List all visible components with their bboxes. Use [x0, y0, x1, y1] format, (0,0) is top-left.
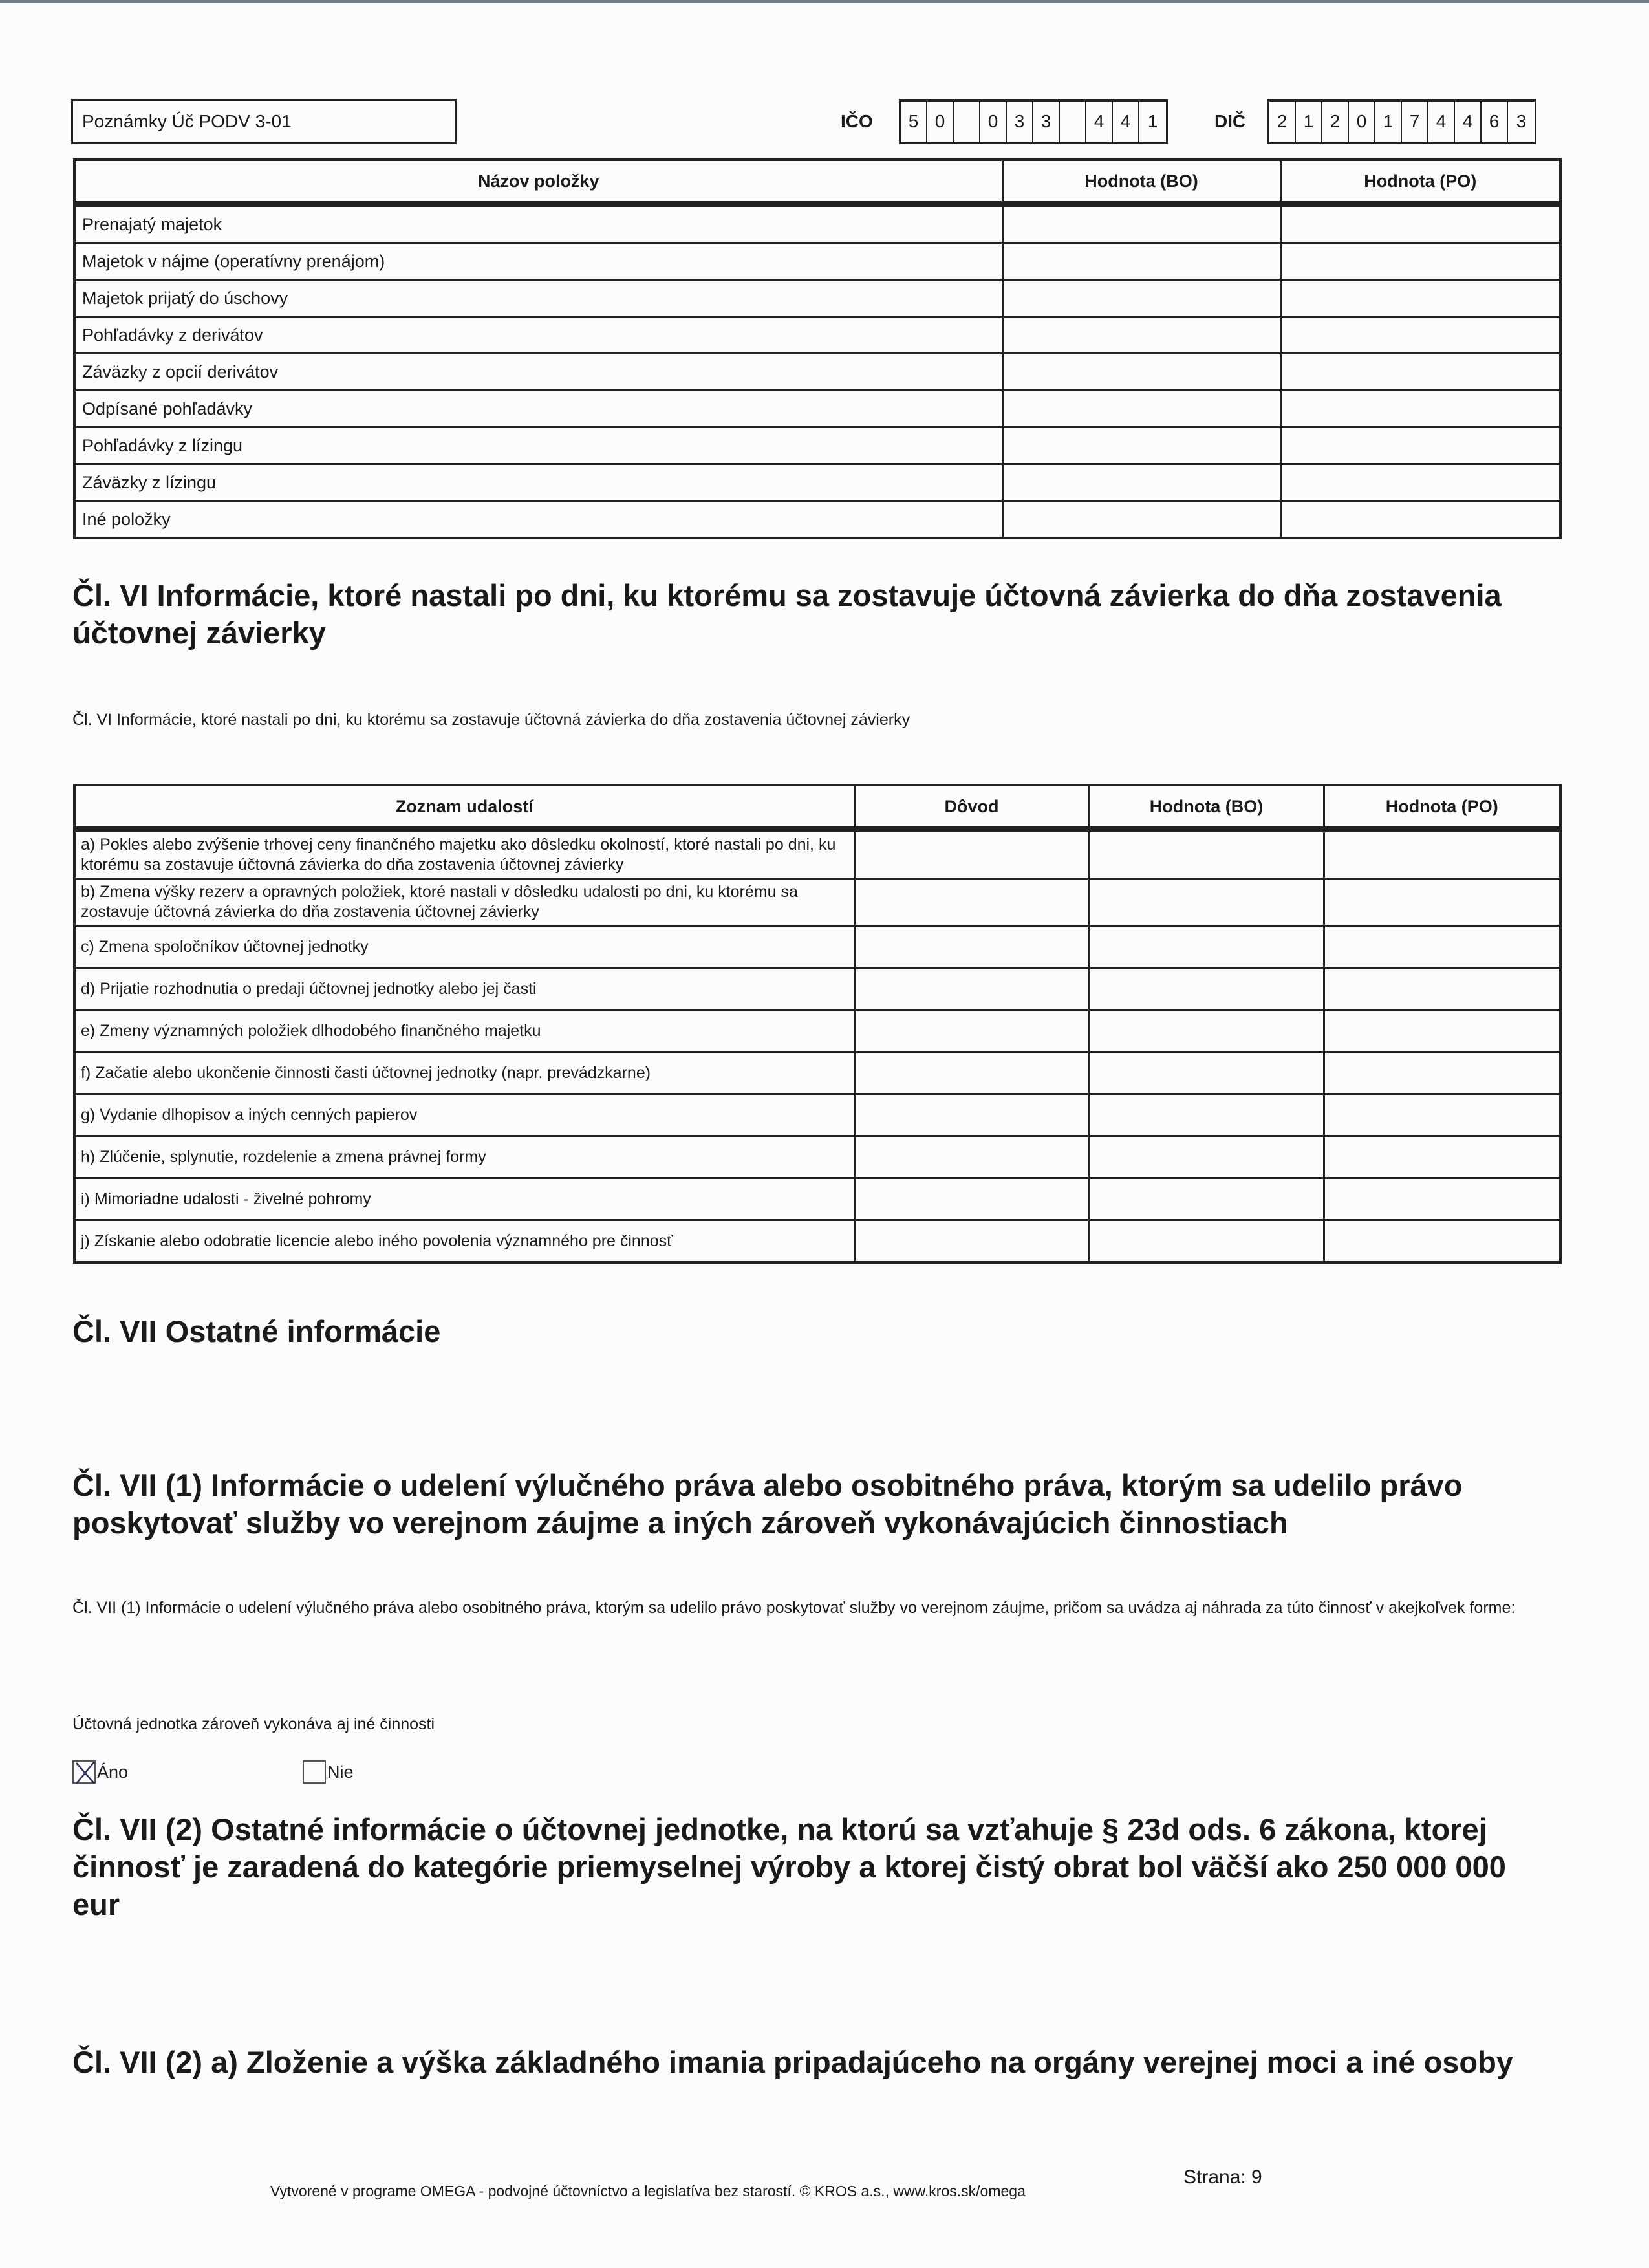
table-header-row — [74, 160, 1560, 204]
table-row — [74, 280, 1560, 317]
section-vii-1-text: Čl. VII (1) Informácie o udelení výlučného práva alebo osobitného práva, ktorým sa udelilo právo poskytovať služby vo verejnom záujme, pričom sa uvádza aj náhrada za túto činnosť v akejkoľvek forme: — [72, 1599, 1516, 1617]
value-po-cell[interactable] — [1324, 1010, 1560, 1052]
ico-digit: 4 — [1113, 102, 1139, 142]
ico-field — [899, 99, 1168, 144]
ico-label: IČO — [841, 111, 873, 131]
dic-digit: 3 — [1516, 111, 1527, 131]
col-header-name: Názov položky — [74, 160, 1002, 204]
value-po-cell[interactable] — [1324, 1136, 1560, 1178]
value-po-cell[interactable] — [1324, 926, 1560, 968]
event-name: g) Vydanie dlhopisov a iných cenných papierov — [74, 1094, 854, 1136]
value-po-cell[interactable] — [1324, 1220, 1560, 1263]
item-name: Majetok v nájme (operatívny prenájom) — [74, 243, 1002, 280]
reason-cell[interactable] — [854, 926, 1089, 968]
footer-credits: Vytvorené v programe OMEGA - podvojné účtovníctvo a legislatíva bez starostí. © KROS a.s., www.kros.sk/omega — [270, 2183, 1026, 2199]
table-row — [74, 1052, 1560, 1094]
table-row — [74, 968, 1560, 1010]
ico-digit: 1 — [1147, 111, 1158, 131]
table-row — [74, 317, 1560, 354]
table-row — [74, 243, 1560, 280]
item-name: Pohľadávky z lízingu — [74, 427, 1002, 464]
value-bo-cell[interactable] — [1002, 391, 1280, 427]
event-name: b) Zmena výšky rezerv a opravných položiek, ktoré nastali v dôsledku udalosti po dni, ku ktorému sa zostavuje účtovná závierka do dňa zostavenia účtovnej závierky — [74, 879, 854, 926]
value-bo-cell[interactable] — [1089, 926, 1324, 968]
scan-edge — [0, 0, 1649, 3]
section-vii-heading: Čl. VII Ostatné informácie — [72, 1314, 441, 1348]
events-table — [73, 784, 1562, 1264]
reason-cell[interactable] — [854, 1136, 1089, 1178]
table-row — [74, 1178, 1560, 1220]
section-vi-subtext: Čl. VI Informácie, ktoré nastali po dni, ku ktorému sa zostavuje účtovná závierka do dňa zostavenia účtovnej závierky — [72, 711, 911, 729]
value-bo-cell[interactable] — [1002, 204, 1280, 243]
item-name: Iné položky — [74, 501, 1002, 539]
dic-field — [1267, 99, 1536, 144]
value-po-cell[interactable] — [1280, 427, 1560, 464]
table-row — [74, 204, 1560, 243]
item-name: Pohľadávky z derivátov — [74, 317, 1002, 354]
value-bo-cell[interactable] — [1089, 879, 1324, 926]
off-balance-table — [73, 158, 1562, 539]
value-po-cell[interactable] — [1280, 317, 1560, 354]
col-header-bo: Hodnota (BO) — [1089, 785, 1324, 830]
col-header-bo: Hodnota (BO) — [1002, 160, 1280, 204]
event-name: d) Prijatie rozhodnutia o predaji účtovnej jednotky alebo jej časti — [74, 968, 854, 1010]
table-row — [74, 830, 1560, 879]
value-po-cell[interactable] — [1324, 1094, 1560, 1136]
ico-digit — [1060, 102, 1086, 142]
value-bo-cell[interactable] — [1089, 1010, 1324, 1052]
value-po-cell[interactable] — [1324, 1178, 1560, 1220]
item-name: Záväzky z opcií derivátov — [74, 354, 1002, 391]
table-row — [74, 427, 1560, 464]
table-row — [74, 1220, 1560, 1263]
form-title-box — [71, 99, 457, 144]
event-name: e) Zmeny významných položiek dlhodobého finančného majetku — [74, 1010, 854, 1052]
dic-digit: 0 — [1349, 102, 1375, 142]
table-row — [74, 1094, 1560, 1136]
value-po-cell[interactable] — [1280, 464, 1560, 501]
col-header-po: Hodnota (PO) — [1324, 785, 1560, 830]
value-po-cell[interactable] — [1280, 280, 1560, 317]
value-po-cell[interactable] — [1324, 968, 1560, 1010]
value-bo-cell[interactable] — [1002, 243, 1280, 280]
reason-cell[interactable] — [854, 968, 1089, 1010]
option-yes-label: Áno — [97, 1762, 129, 1782]
value-po-cell[interactable] — [1280, 204, 1560, 243]
reason-cell[interactable] — [854, 1178, 1089, 1220]
event-name: j) Získanie alebo odobratie licencie alebo iného povolenia významného pre činnosť — [74, 1220, 854, 1263]
section-vii-2a-heading: Čl. VII (2) a) Zloženie a výška základného imania pripadajúceho na orgány verejnej moci a iné osoby — [72, 2045, 1513, 2079]
dic-digit: 1 — [1375, 102, 1402, 142]
value-bo-cell[interactable] — [1089, 1178, 1324, 1220]
option-no[interactable] — [303, 1760, 354, 1784]
reason-cell[interactable] — [854, 1094, 1089, 1136]
dic-digit: 1 — [1296, 102, 1322, 142]
option-no-label: Nie — [327, 1762, 354, 1782]
dic-digit: 2 — [1269, 102, 1296, 142]
event-name: h) Zlúčenie, splynutie, rozdelenie a zmena právnej formy — [74, 1136, 854, 1178]
value-po-cell[interactable] — [1324, 1052, 1560, 1094]
other-activities-label: Účtovná jednotka zároveň vykonáva aj iné činnosti — [72, 1715, 435, 1733]
value-bo-cell[interactable] — [1089, 968, 1324, 1010]
dic-digit: 4 — [1428, 102, 1455, 142]
dic-digit: 4 — [1455, 102, 1482, 142]
option-yes[interactable] — [72, 1760, 128, 1784]
table-row — [74, 926, 1560, 968]
event-name: i) Mimoriadne udalosti - živelné pohromy — [74, 1178, 854, 1220]
event-name: c) Zmena spoločníkov účtovnej jednotky — [74, 926, 854, 968]
dic-digit: 7 — [1402, 102, 1428, 142]
reason-cell[interactable] — [854, 1220, 1089, 1263]
value-bo-cell[interactable] — [1002, 280, 1280, 317]
section-vii-1-heading: Čl. VII (1) Informácie o udelení výlučného práva alebo osobitného práva, ktorým sa udelilo právo poskytovať služby vo verejnom záujme a iných zároveň vykonávajúcich činnostiach — [72, 1468, 1463, 1540]
value-po-cell[interactable] — [1280, 391, 1560, 427]
ico-digit: 3 — [1033, 102, 1060, 142]
event-name: f) Začatie alebo ukončenie činnosti časti účtovnej jednotky (napr. prevádzkarne) — [74, 1052, 854, 1094]
section-vi-heading: Čl. VI Informácie, ktoré nastali po dni, ku ktorému sa zostavuje účtovná závierka do dňa zostavenia účtovnej závierky — [72, 578, 1502, 650]
value-bo-cell[interactable] — [1002, 427, 1280, 464]
dic-label: DIČ — [1214, 111, 1246, 131]
value-bo-cell[interactable] — [1002, 464, 1280, 501]
table-row — [74, 1010, 1560, 1052]
value-bo-cell[interactable] — [1089, 1220, 1324, 1263]
col-header-reason: Dôvod — [854, 785, 1089, 830]
check-x-icon — [74, 1762, 97, 1785]
col-header-po: Hodnota (PO) — [1280, 160, 1560, 204]
value-bo-cell[interactable] — [1002, 501, 1280, 539]
item-name: Záväzky z lízingu — [74, 464, 1002, 501]
value-po-cell[interactable] — [1324, 830, 1560, 879]
item-name: Odpísané pohľadávky — [74, 391, 1002, 427]
value-bo-cell[interactable] — [1089, 830, 1324, 879]
value-po-cell[interactable] — [1280, 501, 1560, 539]
checkbox-yes[interactable] — [72, 1760, 96, 1784]
reason-cell[interactable] — [854, 879, 1089, 926]
value-po-cell[interactable] — [1280, 243, 1560, 280]
table-row — [74, 354, 1560, 391]
page-number: Strana: 9 — [1183, 2166, 1262, 2188]
table-row — [74, 501, 1560, 539]
value-bo-cell[interactable] — [1089, 1094, 1324, 1136]
value-bo-cell[interactable] — [1002, 317, 1280, 354]
ico-digit: 3 — [1007, 102, 1033, 142]
dic-digit: 2 — [1322, 102, 1349, 142]
reason-cell[interactable] — [854, 1052, 1089, 1094]
col-header-events: Zoznam udalostí — [74, 785, 854, 830]
ico-digit — [954, 102, 980, 142]
dic-digit: 6 — [1482, 102, 1508, 142]
value-po-cell[interactable] — [1280, 354, 1560, 391]
table-header-row — [74, 785, 1560, 830]
ico-digit: 4 — [1086, 102, 1113, 142]
table-row — [74, 464, 1560, 501]
ico-digit: 5 — [901, 102, 927, 142]
table-row — [74, 391, 1560, 427]
section-vii-2-heading: Čl. VII (2) Ostatné informácie o účtovnej jednotke, na ktorú sa vzťahuje § 23d ods. 6 zákona, ktorej činnosť je zaradená do kategórie priemyselnej výroby a ktorej čistý obrat bol väčší ako 250 000 000 eur — [72, 1812, 1506, 1921]
value-bo-cell[interactable] — [1002, 354, 1280, 391]
form-title: Poznámky Úč PODV 3-01 — [82, 111, 292, 131]
ico-digit: 0 — [980, 102, 1007, 142]
reason-cell[interactable] — [854, 1010, 1089, 1052]
value-bo-cell[interactable] — [1089, 1136, 1324, 1178]
table-row — [74, 879, 1560, 926]
item-name: Prenajatý majetok — [74, 204, 1002, 243]
event-name: a) Pokles alebo zvýšenie trhovej ceny finančného majetku ako dôsledku okolností, ktoré nastali po dni, ku ktorému sa zostavuje účtovná závierka do dňa zostavenia účtovnej závierky — [74, 830, 854, 879]
checkbox-no[interactable] — [303, 1760, 326, 1784]
value-po-cell[interactable] — [1324, 879, 1560, 926]
ico-digit: 0 — [927, 102, 954, 142]
table-row — [74, 1136, 1560, 1178]
reason-cell[interactable] — [854, 830, 1089, 879]
item-name: Majetok prijatý do úschovy — [74, 280, 1002, 317]
value-bo-cell[interactable] — [1089, 1052, 1324, 1094]
